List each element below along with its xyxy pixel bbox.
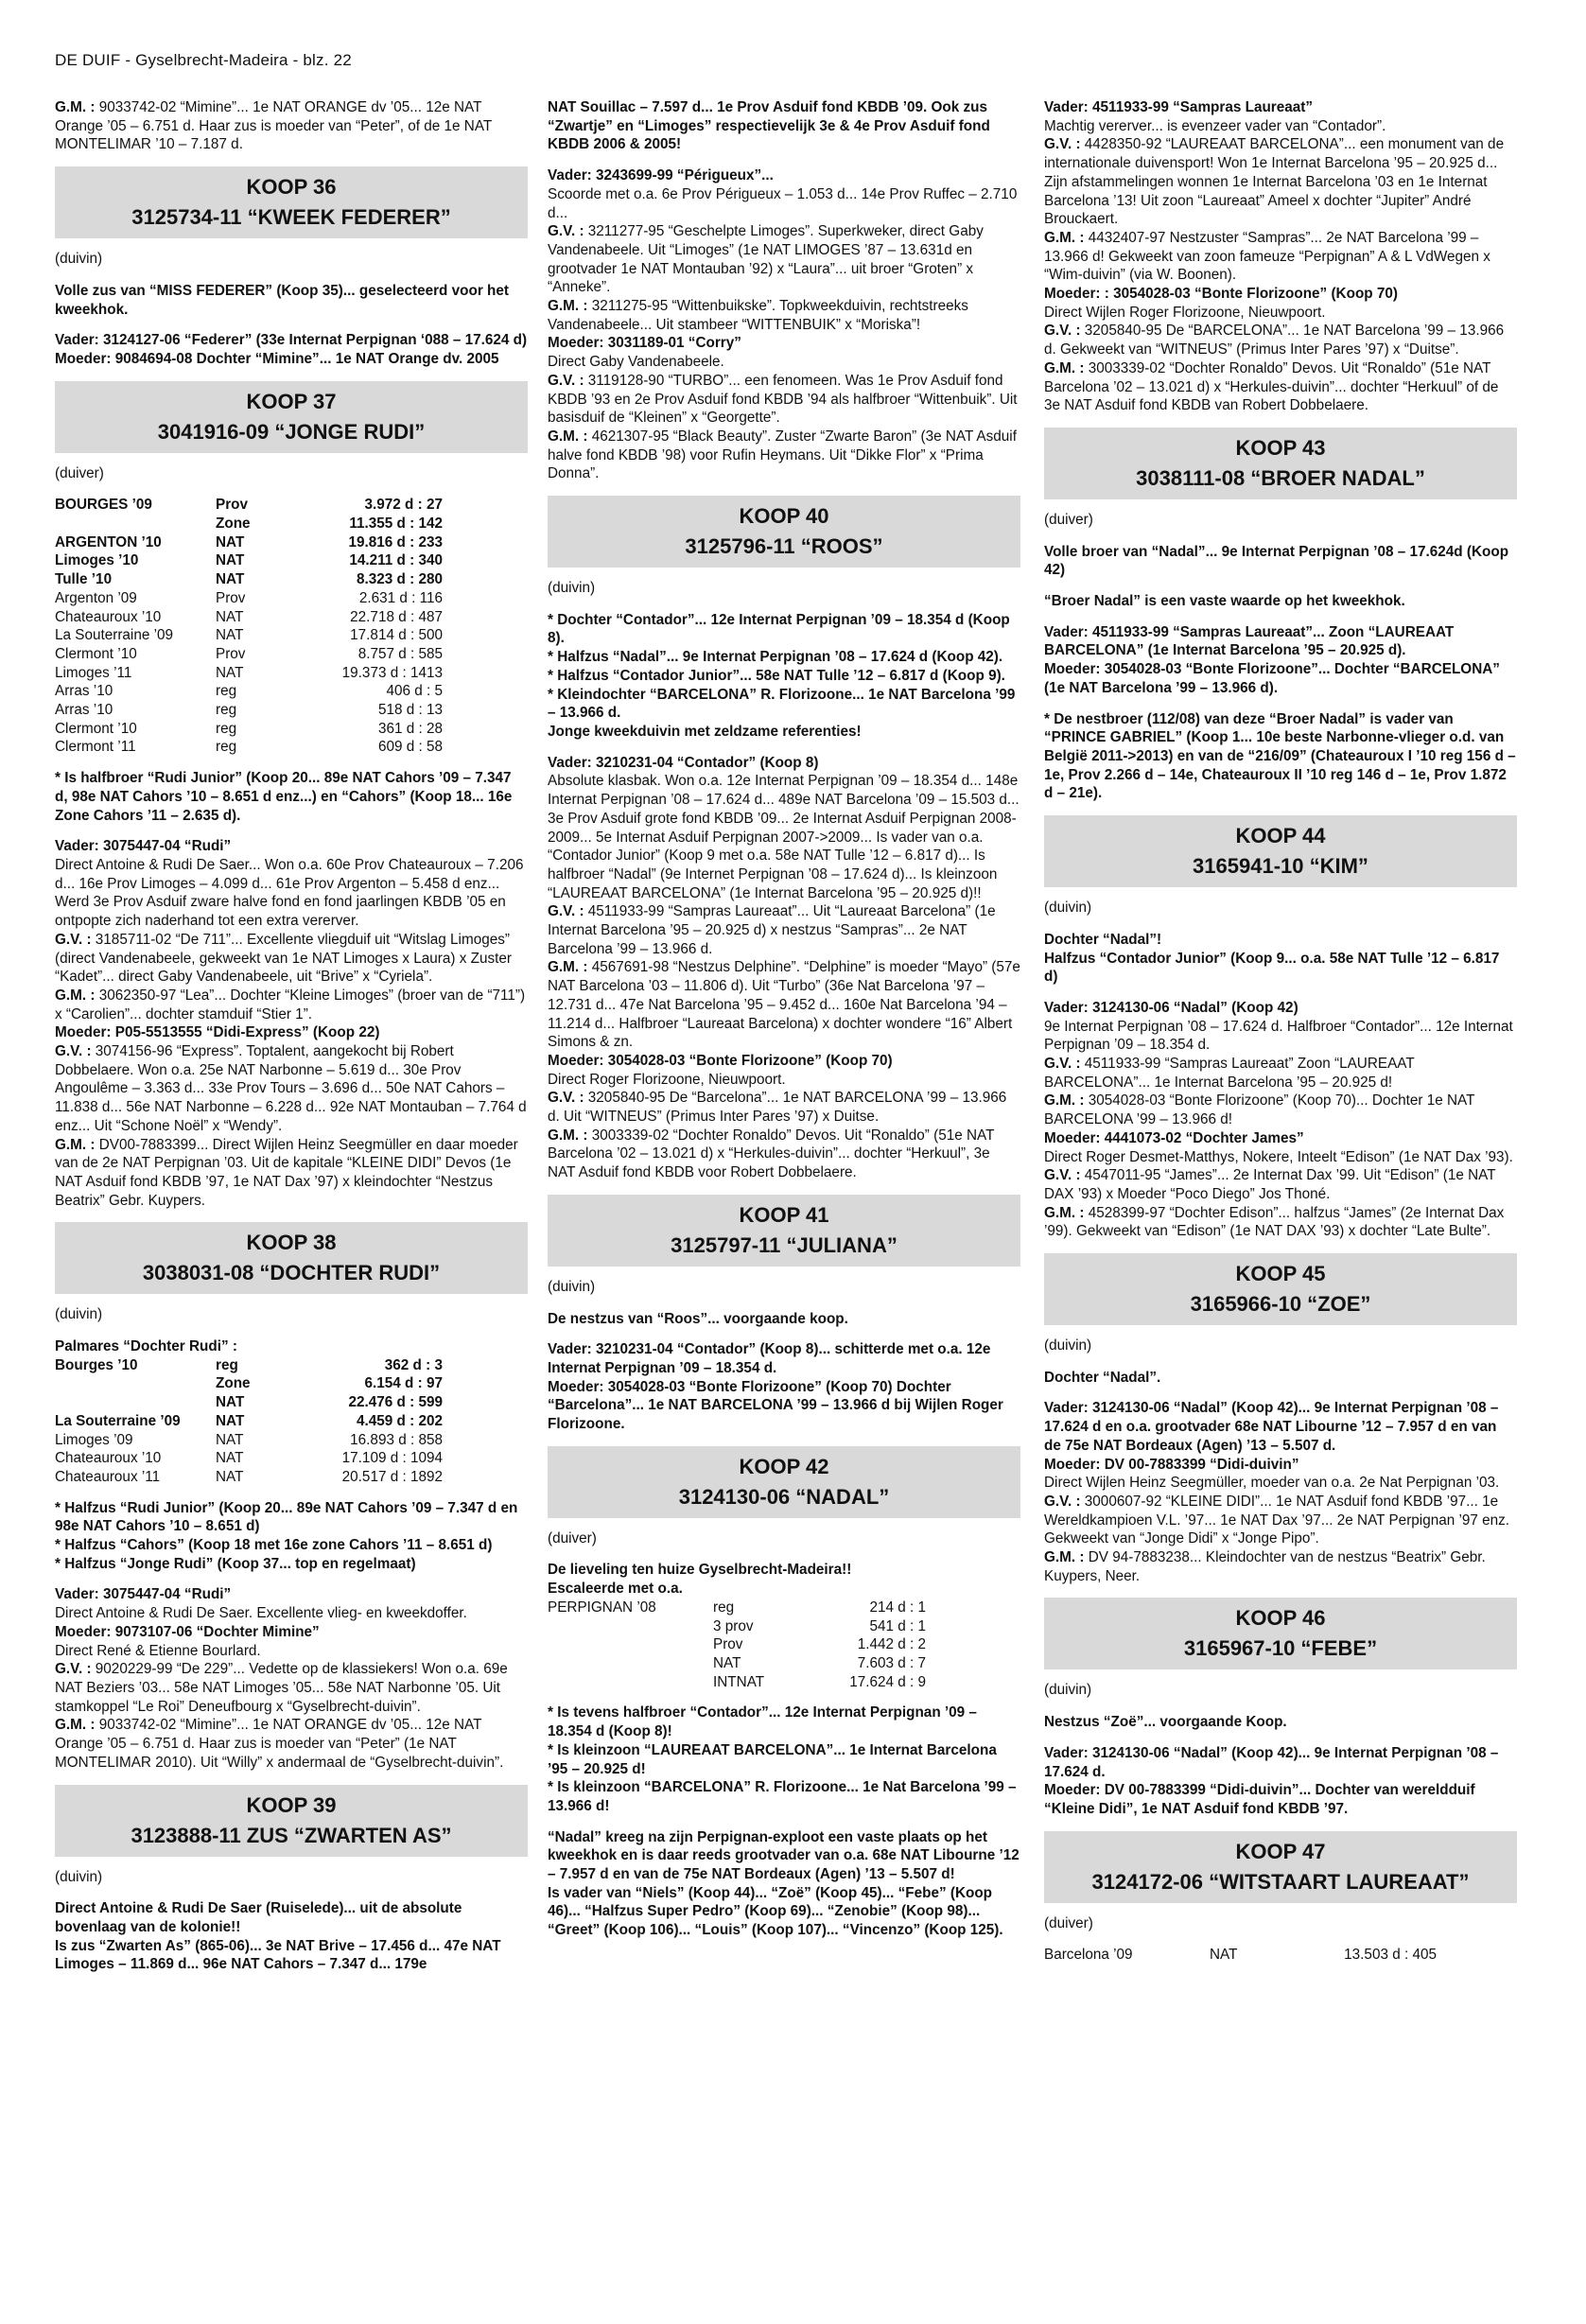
lot-header-39 xyxy=(55,1785,528,1857)
result-type: reg xyxy=(216,683,237,700)
result-val: 4.459 d : 202 xyxy=(357,1412,443,1429)
paragraph-text: Direct Wijlen Roger Florizoone, Nieuwpoort. xyxy=(1044,304,1326,321)
lot-title: KOOP 38 xyxy=(246,1231,337,1255)
result-val: 16.893 d : 858 xyxy=(350,1431,443,1448)
lot-category: (duivin) xyxy=(1044,900,1092,917)
result-type: NAT xyxy=(216,1431,244,1448)
result-row xyxy=(55,645,443,664)
paragraph-text: 3185711-02 “De 711”... Excellente vliegduif uit “Witslag Limoges” (direct Vandenabeele, gekweekt van 1e NAT Limoges x Laura) x Zuster “Kadet”... direct Gaby Vandenabeele, uit “Brive” x “Cyriela”. xyxy=(55,931,512,986)
lot-header-43 xyxy=(1044,428,1517,499)
lot-ring: 3124172-06 “WITSTAART LAUREAAT” xyxy=(1091,1869,1470,1894)
result-type: Prov xyxy=(713,1636,743,1653)
bullet: * Halfzus “Rudi Junior” (Koop 20... 89e NAT Cahors ’09 – 7.347 d en 98e NAT Cahors ’10 – 8.651 d) xyxy=(55,1499,518,1535)
paragraph: “Broer Nadal” is een vaste waarde op het kweekhok. xyxy=(1044,593,1405,610)
lot-category: (duivin) xyxy=(55,251,103,268)
father-line: Vader: 3210231-04 “Contador” (Koop 8)... schitterde met o.a. 12e Internat Perpignan ’09 – 18.354 d. xyxy=(548,1341,991,1376)
lot-title: KOOP 36 xyxy=(246,175,337,200)
paragraph xyxy=(1044,1456,1517,1586)
result-type: INTNAT xyxy=(713,1673,765,1690)
paragraph xyxy=(55,1585,528,1772)
father-line: Vader: 3124130-06 “Nadal” (Koop 42)... 9e Internat Perpignan ’08 – 17.624 d en o.a. grootvader 68e NAT Libourne ’12 – 7.957 d en van de 75e NAT Bordeaux (Agen) ’13 – 5.507 d. xyxy=(1044,1400,1499,1454)
result-row xyxy=(55,682,443,701)
paragraph-text: Halfzus “Contador Junior” (Koop 9... o.a. 58e NAT Tulle ’12 – 6.817 d) xyxy=(1044,950,1500,986)
paragraph-text: 3211277-95 “Geschelpte Limoges”. Superkweker, direct Gaby Vandenabeele. Uit “Limoges” (1e NAT LIMOGES ’87 – 13.631d en grootvader 1e NAT Montauban ’92) x “Laura”... uit broer “Groten” x “Anneke”. xyxy=(548,223,984,296)
result-race: Tulle ’10 xyxy=(55,571,113,588)
father-line: Vader: 4511933-99 “Sampras Laureaat”... Zoon “LAUREAAT BARCELONA” (1e Internat Barcelona ’95 – 20.925 d). xyxy=(1044,623,1455,659)
lot-category: (duiver) xyxy=(1044,1914,1093,1931)
bullet: * Halfzus “Cahors” (Koop 18 met 16e zone Cahors ’11 – 8.651 d) xyxy=(55,1537,493,1554)
result-race: BOURGES ’09 xyxy=(55,497,152,514)
column-2 xyxy=(548,98,1020,1952)
paragraph xyxy=(548,1340,1020,1434)
result-row xyxy=(55,720,443,739)
mother-heading: Moeder: : 3054028-03 “Bonte Florizoone” (Koop 70) xyxy=(1044,286,1398,303)
result-val: 6.154 d : 97 xyxy=(364,1375,443,1392)
mother-heading: Moeder: DV 00-7883399 “Didi-duivin” xyxy=(1044,1456,1299,1473)
father-heading: Vader: 3075447-04 “Rudi” xyxy=(55,838,232,855)
label-gv: G.V. : xyxy=(55,1661,92,1678)
result-type: reg xyxy=(216,720,237,737)
column-3 xyxy=(1044,98,1517,1977)
label-gm: G.M. : xyxy=(548,298,588,315)
paragraph xyxy=(1044,98,1517,415)
label-gm: G.M. : xyxy=(1044,1204,1085,1221)
lot-ring: 3041916-09 “JONGE RUDI” xyxy=(157,419,426,444)
label-gm: G.M. : xyxy=(1044,1549,1085,1566)
lot-title: KOOP 43 xyxy=(1235,435,1326,460)
bullet: Jonge kweekduivin met zeldzame referenties! xyxy=(548,723,862,740)
result-race: Barcelona ’09 xyxy=(1044,1947,1133,1964)
result-type: NAT xyxy=(216,1450,244,1467)
father-heading: Vader: 4511933-99 “Sampras Laureaat” xyxy=(1044,99,1314,115)
result-race: ARGENTON ’10 xyxy=(55,533,162,550)
paragraph-text: Dochter “Nadal”! xyxy=(1044,931,1162,948)
result-race: La Souterraine ’09 xyxy=(55,1412,181,1429)
lot-title: KOOP 46 xyxy=(1235,1606,1326,1631)
mother-heading: Moeder: 3031189-01 “Corry” xyxy=(548,335,741,352)
paragraph-text: 9e Internat Perpignan ’08 – 17.624 d. Halfbroer “Contador”... 12e Internat Perpignan ’09 – 18.354 d. xyxy=(1044,1018,1513,1054)
mother-line: Moeder: 3054028-03 “Bonte Florizoone”... Dochter “BARCELONA” (1e NAT Barcelona ’99 – 13.966 d). xyxy=(1044,661,1500,696)
paragraph: “Nadal” kreeg na zijn Perpignan-exploot een vaste plaats op het kweekhok en is daar reeds grootvader van o.a. 68e NAT Libourne ’12 – 7.957 d en van de 75e NAT Bordeaux (Agen) ’13 – 5.507 d! xyxy=(548,1828,1020,1883)
mother-heading: Moeder: P05-5513555 “Didi-Express” (Koop 22) xyxy=(55,1024,380,1041)
paragraph-text: Direct René & Etienne Bourlard. xyxy=(55,1642,261,1659)
lot-title: KOOP 41 xyxy=(739,1202,829,1227)
result-race: Arras ’10 xyxy=(55,702,113,719)
father-heading: Vader: 3124130-06 “Nadal” (Koop 42) xyxy=(1044,999,1298,1016)
result-race: PERPIGNAN ’08 xyxy=(548,1599,656,1616)
paragraph-text: Direct Roger Florizoone, Nieuwpoort. xyxy=(548,1071,786,1088)
label-gv: G.V. : xyxy=(55,931,92,948)
lot-ring: 3038031-08 “DOCHTER RUDI” xyxy=(142,1261,441,1285)
paragraph: Is zus “Zwarten As” (865-06)... 3e NAT Brive – 17.456 d... 47e NAT Limoges – 11.869 d... 96e NAT Cahors – 7.347 d... 179e xyxy=(55,1937,501,1973)
lot-category: (duiver) xyxy=(1044,511,1093,528)
bullet: * Is kleinzoon “BARCELONA” R. Florizoone... 1e Nat Barcelona ’99 – 13.966 d! xyxy=(548,1779,1017,1814)
label-gv: G.V. : xyxy=(548,903,584,920)
label-gm: G.M. : xyxy=(1044,359,1085,376)
label-gv: G.V. : xyxy=(1044,1056,1081,1073)
result-row xyxy=(1044,1946,1437,1965)
paragraph: NAT Souillac – 7.597 d... 1e Prov Asduif fond KBDB ’09. Ook zus “Zwartje” en “Limoges” respectievelijk 3e & 4e Prov Asduif fond KBDB 2006 & 2005! xyxy=(548,99,990,153)
result-val: 22.476 d : 599 xyxy=(348,1394,443,1411)
lot-header-36 xyxy=(55,166,528,238)
result-row xyxy=(55,608,443,627)
paragraph xyxy=(55,98,528,154)
result-race xyxy=(548,1635,713,1654)
bullet: * Kleindochter “BARCELONA” R. Florizoone... 1e NAT Barcelona ’99 – 13.966 d. xyxy=(548,686,1016,722)
result-type: Zone xyxy=(216,1375,251,1392)
result-row xyxy=(548,1635,926,1654)
label-gv: G.V. : xyxy=(1044,1167,1081,1184)
paragraph-text: 3205840-95 De “Barcelona”... 1e NAT BARCELONA ’99 – 13.966 d. Uit “WITNEUS” (Primus Inter Pares ’97) x Duitse. xyxy=(548,1090,1007,1126)
label-gm: G.M. : xyxy=(55,987,96,1004)
paragraph-text: 9020229-99 “De 229”... Vedette op de klassiekers! Won o.a. 69e NAT Beziers ’03... 58e NAT Limoges ’05... 58e NAT Narbonne ’05. Uit stamkoppel “Le Roi” Deneufbourg x “Gyselbrecht-duivin”. xyxy=(55,1661,508,1715)
label-gm: G.M. : xyxy=(548,959,588,976)
result-val: 406 d : 5 xyxy=(386,683,443,700)
lot-category: (duivin) xyxy=(548,1278,596,1295)
paragraph xyxy=(1044,623,1517,698)
paragraph: Dochter “Nadal”. xyxy=(1044,1369,1161,1386)
lot-category: (duivin) xyxy=(548,580,596,597)
paragraph: Volle zus van “MISS FEDERER” (Koop 35)... geselecteerd voor het kweekhok. xyxy=(55,282,509,318)
result-val: 20.517 d : 1892 xyxy=(341,1468,443,1485)
result-type: NAT xyxy=(216,552,245,569)
paragraph-text: 4528399-97 “Dochter Edison”... halfzus “James” (2e Internat Dax ’99). Gekweekt van “Edison” (1e NAT DAX ’93) x dochter “Late Bulte”. xyxy=(1044,1204,1505,1240)
result-val: 2.631 d : 116 xyxy=(358,589,443,606)
paragraph-text: Absolute klasbak. Won o.a. 12e Internat Perpignan ’09 – 18.354 d... 148e Internat Perpignan ’08 – 17.624 d... 489e NAT Barcelona ’09 – 15.503 d... 3e Prov Asduif grote fond KBDB ’09... 2e Internat Asduif Perpignan 2008-2009... 5e Internat Asduif Perpignan 2007->2009... Is vader van o.a. “Contador Junior” (Koop 9 met o.a. 58e NAT Tulle ’12 – 6.817 d)... Is halfbroer “Nadal” (9e Internet Perpignan ’08 – 17.624 d)... Is kleinzoon “LAUREAAT BARCELONA” (1e Internat Barcelona ’95 – 20.925 d)!! xyxy=(548,773,1020,901)
result-race: Clermont ’10 xyxy=(55,645,137,662)
paragraph-text: 3119128-90 “TURBO”... een fenomeen. Was 1e Prov Asduif fond KBDB ’93 en 2e Prov Asduif fond KBDB ’94 als halfbroer “Wittenbuik”. Uit basisduif de “Kleinen” x “Georgette”. xyxy=(548,372,1018,427)
result-race: Clermont ’10 xyxy=(55,720,137,737)
label-gv: G.V. : xyxy=(548,1090,584,1107)
lot-ring: 3123888-11 ZUS “ZWARTEN AS” xyxy=(131,1823,452,1847)
result-type: reg xyxy=(216,739,237,756)
paragraph-text: DV 94-7883238... Kleindochter van de nestzus “Beatrix” Gebr. Kuypers, Neer. xyxy=(1044,1549,1486,1584)
paragraph-text: DV00-7883399... Direct Wijlen Heinz Seegmüller en daar moeder van de 2e NAT Perpignan ’03. Uit de kapitale “KLEINE DIDI” Devos (1e NAT Asduif fond KBDB ’97, 1e NAT Dax ’97) x kleindochter “Nestzus Beatrix” Gebr. Kuypers. xyxy=(55,1136,518,1209)
lot-category: (duivin) xyxy=(55,1306,103,1323)
father-heading: Vader: 3210231-04 “Contador” (Koop 8) xyxy=(548,754,819,771)
lot-ring: 3038111-08 “BROER NADAL” xyxy=(1136,465,1425,490)
label-gv: G.V. : xyxy=(55,1043,92,1060)
result-race: Limoges ’11 xyxy=(55,664,132,681)
paragraph-text: 4547011-95 “James”... 2e Internat Dax ’99. Uit “Edison” (1e NAT DAX ’93) x Moeder “Poco Diego” Jos Thoné. xyxy=(1044,1167,1496,1202)
result-race xyxy=(55,1374,216,1393)
label-gv: G.V. : xyxy=(548,372,584,389)
result-type: 3 prov xyxy=(713,1617,754,1634)
label-gm: G.M. : xyxy=(1044,1092,1085,1110)
result-val: 17.624 d : 9 xyxy=(849,1673,926,1690)
result-race: Arras ’10 xyxy=(55,683,113,700)
paragraph-text: 4511933-99 “Sampras Laureaat”... Uit “Laureaat Barcelona” (1e Internat Barcelona ’95 – 20.925 d) x nestzus “Sampras”... 2e NAT Barcelona ’99 – 13.966 d. xyxy=(548,903,996,957)
lot-category: (duiver) xyxy=(55,464,104,481)
result-row xyxy=(55,1356,443,1375)
result-val: 8.757 d : 585 xyxy=(357,645,443,662)
label-gm: G.M. : xyxy=(55,1136,96,1153)
paragraph xyxy=(55,1499,528,1574)
lot-ring: 3125796-11 “ROOS” xyxy=(685,534,883,559)
lot-header-44 xyxy=(1044,815,1517,887)
paragraph-text: 4428350-92 “LAUREAAT BARCELONA”... een monument van de internationale duivensport! Won 1e Internat Barcelona ’95 – 20.925 d... Zijn afstammelingen wonnen 1e Internat Barcelona ’03 en 1e Internat Barcelona ’13! Uit zoon “Laureaat” Ameel x dochter “Jupiter” André Brouckaert. xyxy=(1044,136,1505,228)
result-type: Zone xyxy=(216,515,251,533)
paragraph-text: Escaleerde met o.a. xyxy=(548,1581,683,1598)
result-row xyxy=(55,496,443,515)
result-type: NAT xyxy=(216,571,245,588)
paragraph: Nestzus “Zoë”... voorgaande Koop. xyxy=(1044,1714,1287,1731)
result-row xyxy=(55,1449,443,1468)
result-race: Argenton ’09 xyxy=(55,589,137,606)
lot-header-42 xyxy=(548,1446,1020,1518)
results-table-37 xyxy=(55,496,443,757)
result-row xyxy=(548,1617,926,1636)
result-type: reg xyxy=(216,702,237,719)
result-row xyxy=(55,626,443,645)
results-table-42 xyxy=(548,1599,926,1692)
lot-ring: 3124130-06 “NADAL” xyxy=(678,1484,890,1509)
result-row xyxy=(55,551,443,570)
paragraph-text: 9033742-02 “Mimine”... 1e NAT ORANGE dv ’05... 12e NAT Orange ’05 – 6.751 d. Haar zus is moeder van “Peter”, of de 1e NAT MONTELIMAR ’10 – 7.187 d. xyxy=(55,99,492,153)
results-table-38 xyxy=(55,1356,443,1487)
result-race: Limoges ’10 xyxy=(55,552,139,569)
result-type: Prov xyxy=(216,497,249,514)
paragraph xyxy=(548,611,1020,742)
paragraph xyxy=(548,166,1020,483)
bullet: * Halfzus “Nadal”... 9e Internat Perpignan ’08 – 17.624 d (Koop 42). xyxy=(548,649,1003,666)
lot-title: KOOP 44 xyxy=(1235,824,1326,848)
result-type: NAT xyxy=(216,627,244,644)
result-type: reg xyxy=(713,1599,735,1616)
paragraph-text: 4432407-97 Nestzuster “Sampras”... 2e NAT Barcelona ’99 – 13.966 d! Gekweekt van zoon fameuze “Perpignan” A & L VdWegen x “Wim-duivin” (via W. Boonen). xyxy=(1044,229,1490,284)
lot-header-37 xyxy=(55,381,528,453)
lot-ring: 3165966-10 “ZOE” xyxy=(1190,1292,1371,1317)
result-val: 17.814 d : 500 xyxy=(350,627,443,644)
paragraph-text: 3003339-02 “Dochter Ronaldo” Devos. Uit “Ronaldo” (51e NAT Barcelona ’02 – 13.021 d) x “Herkules-duivin”... dochter “Herkuul” of de 3e NAT Asduif fond KBDB van Robert Dobbelaere. xyxy=(1044,359,1499,414)
paragraph-text: Direct Antoine & Rudi De Saer... Won o.a. 60e Prov Chateauroux – 7.206 d... 16e Prov Limoges – 4.099 d... 61e Prov Argenton – 5.458 d enz... Werd 3e Prov Asduif zware halve fond en fond jaarlingen KBDB ’05 en ontpopte zich naderhand tot een extra vererver. xyxy=(55,856,524,930)
result-val: 19.373 d : 1413 xyxy=(341,664,443,681)
paragraph xyxy=(548,1704,1020,1815)
label-gv: G.V. : xyxy=(548,223,584,240)
lot-ring: 3165967-10 “FEBE” xyxy=(1183,1636,1378,1661)
paragraph-text: 9033742-02 “Mimine”... 1e NAT ORANGE dv ’05... 12e NAT Orange ’05 – 6.751 d. Haar zus is moeder van “Peter” (1e NAT MONTELIMAR 2010). Uit “Willy” x andermaal de “Gyselbrecht-duivin”. xyxy=(55,1717,504,1771)
paragraph-text: Scoorde met o.a. 6e Prov Périgueux – 1.053 d... 14e Prov Ruffec – 2.710 d... xyxy=(548,185,1018,221)
bullet: * Is tevens halfbroer “Contador”... 12e Internat Perpignan ’09 – 18.354 d (Koop 8)! xyxy=(548,1704,977,1740)
mother-line: Moeder: 9084694-08 Dochter “Mimine”... 1e NAT Orange dv. 2005 xyxy=(55,350,499,367)
paragraph-text: 3000607-92 “KLEINE DIDI”... 1e NAT Asduif fond KBDB ’97... 1e Wereldkampioen V.L. ’97... 1e NAT Dax ’97... 2e NAT Perpignan ’97 enz. Gekweekt van “Jonge Didi” x “Jonge Pipo”. xyxy=(1044,1493,1510,1547)
mother-line: Moeder: DV 00-7883399 “Didi-duivin”... Dochter van wereldduif “Kleine Didi”, 1e NAT Asduif fond KBDB ’97. xyxy=(1044,1782,1475,1817)
label-gm: G.M. : xyxy=(1044,229,1085,246)
result-race: Bourges ’10 xyxy=(55,1356,138,1373)
bullet: * Is kleinzoon “LAUREAAT BARCELONA”... 1e Internat Barcelona ’95 – 20.925 d! xyxy=(548,1741,997,1777)
lot-category: (duivin) xyxy=(1044,1337,1092,1354)
paragraph-text: Direct Wijlen Heinz Seegmüller, moeder van o.a. 2e Nat Perpignan ’03. xyxy=(1044,1475,1500,1492)
label-gm: G.M. : xyxy=(548,1127,588,1144)
result-val: 3.972 d : 27 xyxy=(364,497,443,514)
result-val: 14.211 d : 340 xyxy=(349,552,443,569)
lot-header-38 xyxy=(55,1222,528,1294)
paragraph-text: 3062350-97 “Lea”... Dochter “Kleine Limoges” (broer van de “711”) x “Carolien”... dochter stamduif “Stier 1”. xyxy=(55,987,526,1022)
result-val: 518 d : 13 xyxy=(377,702,443,719)
result-val: 214 d : 1 xyxy=(869,1599,926,1616)
result-val: 1.442 d : 2 xyxy=(857,1636,926,1653)
page-header: DE DUIF - Gyselbrecht-Madeira - blz. 22 xyxy=(55,51,352,69)
lot-header-47 xyxy=(1044,1831,1517,1903)
father-line: Vader: 3124127-06 “Federer” (33e Internat Perpignan ‘088 – 17.624 d) xyxy=(55,332,528,349)
result-val: 11.355 d : 142 xyxy=(349,515,443,533)
result-type: Prov xyxy=(216,589,246,606)
lot-category: (duivin) xyxy=(1044,1682,1092,1699)
paragraph-text: 3205840-95 De “BARCELONA”... 1e NAT Barcelona ’99 – 13.966 d. Gekweekt van “WITNEUS” (Primus Inter Pares ’97) x “Duitse”. xyxy=(1044,323,1505,358)
result-race: Chateauroux ’10 xyxy=(55,608,162,625)
father-heading: Vader: 3243699-99 “Périgueux”... xyxy=(548,167,774,184)
mother-heading: Moeder: 4441073-02 “Dochter James” xyxy=(1044,1129,1304,1146)
result-row xyxy=(55,1431,443,1450)
lot-ring: 3125797-11 “JULIANA” xyxy=(671,1232,898,1257)
result-type: NAT xyxy=(216,664,244,681)
result-row xyxy=(55,589,443,608)
mother-heading: Moeder: 3054028-03 “Bonte Florizoone” (Koop 70) xyxy=(548,1052,893,1069)
result-type: NAT xyxy=(216,1412,245,1429)
result-race: La Souterraine ’09 xyxy=(55,627,174,644)
result-race xyxy=(548,1617,713,1636)
result-row xyxy=(55,533,443,552)
result-val: 361 d : 28 xyxy=(377,720,443,737)
paragraph: Direct Antoine & Rudi De Saer (Ruiselede)... uit de absolute bovenlaag van de kolonie!! xyxy=(55,1900,462,1935)
result-type: NAT xyxy=(216,1468,244,1485)
father-heading: Vader: 3075447-04 “Rudi” xyxy=(55,1586,232,1603)
paragraph-text: 3054028-03 “Bonte Florizoone” (Koop 70)... Dochter 1e NAT BARCELONA ’99 – 13.966 d! xyxy=(1044,1092,1475,1128)
paragraph-text: 3074156-96 “Express”. Toptalent, aangekocht bij Robert Dobbelaere. Won o.a. 25e NAT Narbonne – 5.619 d... 30e Prov Angoulême – 3.363 d... 33e Prov Tours – 3.696 d... 50e NAT Cahors – 11.838 d... 56e NAT Narbonne – 6.228 d... 92e NAT Montauban – 7.764 d enz... Uit “Schone Noël” x “Wendy”. xyxy=(55,1043,527,1134)
result-val: 22.718 d : 487 xyxy=(350,608,443,625)
lot-header-40 xyxy=(548,496,1020,568)
result-type: NAT xyxy=(713,1655,741,1671)
label-gv: G.V. : xyxy=(1044,1493,1081,1510)
paragraph-text: 4621307-95 “Black Beauty”. Zuster “Zwarte Baron” (3e NAT Asduif halve fond KBDB ’98) voor Rufin Heymans. Uit “Dikke Flor” x “Prima Donna”. xyxy=(548,428,1017,482)
paragraph-text: Machtig vererver... is evenzeer vader van “Contador”. xyxy=(1044,117,1386,134)
label-gm: G.M. : xyxy=(548,428,588,445)
paragraph: Is vader van “Niels” (Koop 44)... “Zoë” (Koop 45)... “Febe” (Koop 46)... “Halfzus Super Pedro” (Koop 69)... “Zenobie” (Koop 98)... “Greet” (Koop 106)... “Louis” (Koop 107)... “Vincenzo” (Koop 125). xyxy=(548,1884,1003,1939)
lot-header-41 xyxy=(548,1195,1020,1267)
paragraph xyxy=(1044,931,1517,987)
lot-header-46 xyxy=(1044,1598,1517,1669)
result-val: 19.816 d : 233 xyxy=(348,533,443,550)
result-race xyxy=(548,1673,713,1692)
result-row xyxy=(55,1393,443,1412)
paragraph-text: 4511933-99 “Sampras Laureaat” Zoon “LAUREAAT BARCELONA”... 1e Internat Barcelona ’95 – 20.925 d! xyxy=(1044,1056,1415,1091)
paragraph-text: Direct Gaby Vandenabeele. xyxy=(548,354,724,371)
paragraph-text: De lieveling ten huize Gyselbrecht-Madeira!! xyxy=(548,1562,852,1579)
result-type: reg xyxy=(216,1356,238,1373)
lot-title: KOOP 47 xyxy=(1235,1839,1326,1863)
result-val: 362 d : 3 xyxy=(384,1356,443,1373)
paragraph-text: 3211275-95 “Wittenbuikske”. Topkweekduivin, rechtstreeks Vandenabeele... Uit stambeer “WITTENBUIK” x “Moriska”! xyxy=(548,298,968,333)
paragraph-text: Direct Antoine & Rudi De Saer. Excellente vlieg- en kweekdoffer. xyxy=(55,1605,467,1622)
paragraph xyxy=(1044,1744,1517,1819)
label-gv: G.V. : xyxy=(1044,323,1081,340)
results-table-47 xyxy=(1044,1946,1437,1965)
result-row xyxy=(55,1374,443,1393)
result-race: Limoges ’09 xyxy=(55,1431,133,1448)
paragraph-text: 3003339-02 “Dochter Ronaldo” Devos. Uit “Ronaldo” (51e NAT Barcelona ’02 – 13.021 d) x “Herkules-duivin”... dochter “Herkuul”, 3e NAT Asduif fond KBDB voor Robert Dobbelaere. xyxy=(548,1127,995,1181)
paragraph: De nestzus van “Roos”... voorgaande koop. xyxy=(548,1310,848,1327)
lot-category: (duiver) xyxy=(548,1529,597,1546)
lot-ring: 3165941-10 “KIM” xyxy=(1193,854,1368,879)
lot-header-45 xyxy=(1044,1253,1517,1325)
result-val: 541 d : 1 xyxy=(869,1617,926,1634)
lot-title: KOOP 37 xyxy=(246,389,337,413)
result-row xyxy=(548,1599,926,1617)
result-row xyxy=(55,515,443,533)
result-row xyxy=(55,664,443,683)
result-type: NAT xyxy=(1210,1947,1238,1964)
paragraph-text: 4567691-98 “Nestzus Delphine”. “Delphine” is moeder “Mayo” (57e NAT Barcelona ’03 – 11.806 d). Uit “Turbo” (36e Nat Barcelona ’97 – 12.731 d... 47e Nat Barcelona ’95 – 9.452 d... 160e Nat Barcelona ’94 – 11.214 d... Halfbroer “Laureaat Barcelona) x dochter wondere “16” Albert Simons & zn. xyxy=(548,959,1020,1051)
result-race xyxy=(55,1393,216,1412)
result-race: Chateauroux ’10 xyxy=(55,1450,162,1467)
result-row xyxy=(55,570,443,589)
bullet: * Halfzus “Jonge Rudi” (Koop 37... top en regelmaat) xyxy=(55,1555,416,1572)
result-row xyxy=(55,1468,443,1487)
label-gm: G.M. : xyxy=(55,1717,96,1734)
result-type: NAT xyxy=(216,533,245,550)
lot-title: KOOP 39 xyxy=(246,1792,337,1817)
result-race xyxy=(55,515,216,533)
paragraph: Volle broer van “Nadal”... 9e Internat Perpignan ’08 – 17.624d (Koop 42) xyxy=(1044,543,1509,579)
column-1 xyxy=(55,98,528,1986)
result-type: NAT xyxy=(216,1394,245,1411)
paragraph: * Is halfbroer “Rudi Junior” (Koop 20... 89e NAT Cahors ’09 – 7.347 d, 98e NAT Cahors ’10 – 8.651 d enz...) en “Cahors” (Koop 18... 16e Zone Cahors ’11 – 2.635 d). xyxy=(55,770,513,824)
label-gm: G.M. : xyxy=(55,99,96,115)
lot-title: KOOP 42 xyxy=(739,1454,829,1478)
paragraph xyxy=(548,754,1020,1182)
lot-category: (duivin) xyxy=(55,1868,103,1885)
paragraph xyxy=(55,837,528,1210)
result-race xyxy=(548,1654,713,1673)
palmares-heading: Palmares “Dochter Rudi” : xyxy=(55,1338,237,1355)
lot-ring: 3125734-11 “KWEEK FEDERER” xyxy=(131,205,451,230)
result-val: 17.109 d : 1094 xyxy=(341,1450,443,1467)
bullet: * Halfzus “Contador Junior”... 58e NAT Tulle ’12 – 6.817 d (Koop 9). xyxy=(548,667,1005,684)
lot-title: KOOP 40 xyxy=(739,504,829,529)
paragraph xyxy=(548,1561,1020,1598)
father-line: Vader: 3124130-06 “Nadal” (Koop 42)... 9e Internat Perpignan ’08 – 17.624 d. xyxy=(1044,1744,1499,1780)
result-val: 609 d : 58 xyxy=(377,739,443,756)
result-val: 7.603 d : 7 xyxy=(857,1655,926,1671)
result-row xyxy=(548,1673,926,1692)
lot-title: KOOP 45 xyxy=(1235,1262,1326,1286)
result-row xyxy=(55,701,443,720)
result-val: 8.323 d : 280 xyxy=(357,571,443,588)
paragraph: * De nestbroer (112/08) van deze “Broer Nadal” is vader van “PRINCE GABRIEL” (Koop 1... 10e beste Narbonne-vlieger o.d. van België 2011->2013) en van de “216/09” (Chateauroux I ’10 reg 156 d – 1e, Prov 2.266 d – 14e, Chateauroux II ’10 reg 146 d – 1e, Prov 1.872 d – 21e). xyxy=(1044,710,1516,802)
result-race: Clermont ’11 xyxy=(55,739,136,756)
result-type: Prov xyxy=(216,645,246,662)
paragraph xyxy=(1044,999,1517,1241)
result-type: NAT xyxy=(216,608,244,625)
result-row xyxy=(548,1654,926,1673)
result-row xyxy=(55,738,443,757)
bullet: * Dochter “Contador”... 12e Internat Perpignan ’09 – 18.354 d (Koop 8). xyxy=(548,611,1010,647)
mother-line: Moeder: 3054028-03 “Bonte Florizoone” (Koop 70) Dochter “Barcelona”... 1e NAT BARCELONA ’99 – 13.966 d bij Wijlen Roger Florizoone. xyxy=(548,1378,1003,1433)
paragraph-text: Direct Roger Desmet-Matthys, Nokere, Inteelt “Edison” (1e NAT Dax ’93). xyxy=(1044,1148,1513,1165)
mother-heading: Moeder: 9073107-06 “Dochter Mimine” xyxy=(55,1623,320,1640)
result-val: 13.503 d : 405 xyxy=(1344,1947,1437,1964)
result-race: Chateauroux ’11 xyxy=(55,1468,161,1485)
label-gv: G.V. : xyxy=(1044,136,1081,153)
result-row xyxy=(55,1412,443,1431)
